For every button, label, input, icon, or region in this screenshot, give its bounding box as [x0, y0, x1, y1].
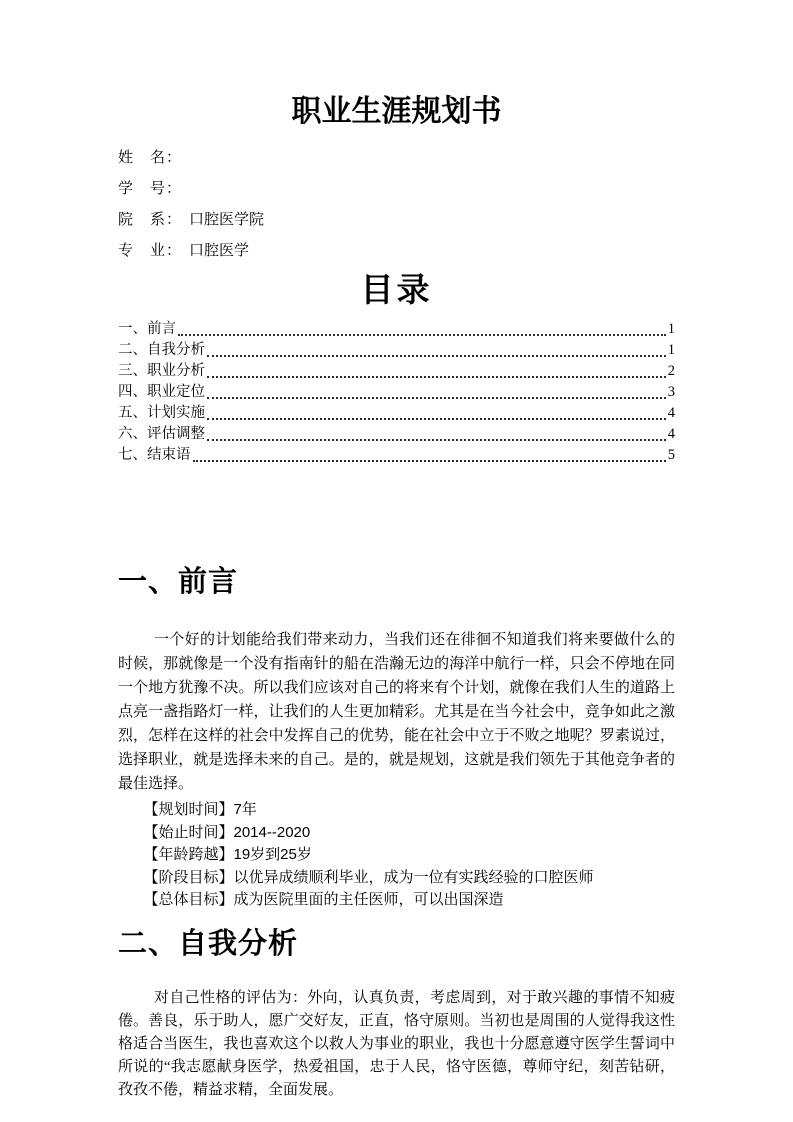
toc-entry-title: 四、职业定位 [118, 384, 205, 400]
dot-leader [207, 376, 666, 378]
toc-entry-career-positioning[interactable] [118, 382, 675, 403]
toc-entry-page: 4 [667, 405, 675, 421]
plan-summary-list [118, 799, 675, 912]
toc-entry-career-analysis[interactable] [118, 361, 675, 382]
toc-entry-title: 五、计划实施 [118, 405, 205, 421]
section-heading-preface: 一、前言 [118, 566, 239, 598]
toc-entry-plan-implementation[interactable] [118, 403, 675, 424]
dot-leader [193, 460, 666, 462]
major-value: 口腔医学 [189, 243, 250, 259]
section-heading-self-analysis: 二、自我分析 [118, 927, 299, 960]
toc-entry-self-analysis[interactable] [118, 340, 675, 361]
toc-entry-preface[interactable] [118, 319, 675, 340]
department-value: 口腔医学院 [189, 212, 265, 228]
dot-leader [207, 355, 666, 357]
plan-age-span-item: 【年龄跨越】19岁到25岁 [143, 846, 312, 863]
dot-leader [207, 397, 666, 399]
table-of-contents [118, 319, 675, 466]
toc-entry-page: 5 [667, 447, 675, 463]
student-id-label: 学 号： [118, 181, 183, 197]
toc-entry-page: 3 [667, 384, 675, 400]
toc-entry-title: 二、自我分析 [118, 342, 205, 358]
self-analysis-paragraph: 对自己性格的评估为：外向，认真负责，考虑周到，对于敢兴趣的事情不知疲倦。善良，乐于助人，愿广交好友，正直，恪守原则。当初也是周围的人觉得我这性格适合当医生，我也喜欢这个以救人为事业的职业，我也十分愿意遵守医学生誓词中所说的“我志愿献身医学，热爱祖国，忠于人民，恪守医德，尊师守纪，刻苦钻研，孜孜不倦，精益求精，全面发展。 [118, 989, 675, 1098]
info-row-major [118, 236, 675, 267]
info-row-name [118, 143, 675, 174]
dot-leader [207, 439, 666, 441]
department-label: 院 系： [118, 212, 183, 228]
document-title: 职业生涯规划书 [291, 95, 502, 128]
dot-leader [178, 334, 666, 336]
plan-duration-item: 【规划时间】7年 [143, 801, 257, 818]
toc-heading: 目录 [360, 273, 433, 309]
name-label: 姓 名： [118, 150, 183, 166]
preface-paragraph: 一个好的计划能给我们带来动力，当我们还在徘徊不知道我们将来要做什么的时候，那就像是一个没有指南针的船在浩瀚无边的海洋中航行一样，只会不停地在同一个地方犹豫不决。所以我们应该对自己的将来有个计划，就像在我们人生的道路上点亮一盏指路灯一样，让我们的人生更加精彩。尤其是在当今社会中，竞争如此之激烈，怎样在这样的社会中发挥自己的优势，能在社会中立于不败之地呢？罗素说过，选择职业，就是选择未来的自己。是的，就是规划，这就是我们领先于其他竞争者的最佳选择。 [118, 632, 675, 792]
info-row-department [118, 205, 675, 236]
dot-leader [207, 418, 666, 420]
major-label: 专 业： [118, 243, 183, 259]
toc-entry-title: 一、前言 [118, 321, 176, 337]
plan-stage-goal-item: 【阶段目标】以优异成绩顺利毕业，成为一位有实践经验的口腔医师 [143, 868, 594, 886]
toc-entry-title: 六、评估调整 [118, 426, 205, 442]
plan-period-item: 【始止时间】2014--2020 [143, 823, 311, 841]
toc-entry-title: 三、职业分析 [118, 363, 205, 379]
plan-overall-goal-item: 【总体目标】成为医院里面的主任医师，可以出国深造 [143, 891, 504, 908]
toc-entry-evaluation-adjustment[interactable] [118, 424, 675, 445]
toc-entry-page: 4 [667, 426, 675, 442]
info-block [118, 143, 675, 267]
toc-entry-conclusion[interactable] [118, 445, 675, 466]
toc-entry-page: 1 [667, 321, 675, 337]
toc-entry-page: 1 [667, 342, 675, 358]
info-row-student-id [118, 174, 675, 205]
toc-entry-title: 七、结束语 [118, 447, 191, 463]
toc-entry-page: 2 [667, 363, 675, 379]
